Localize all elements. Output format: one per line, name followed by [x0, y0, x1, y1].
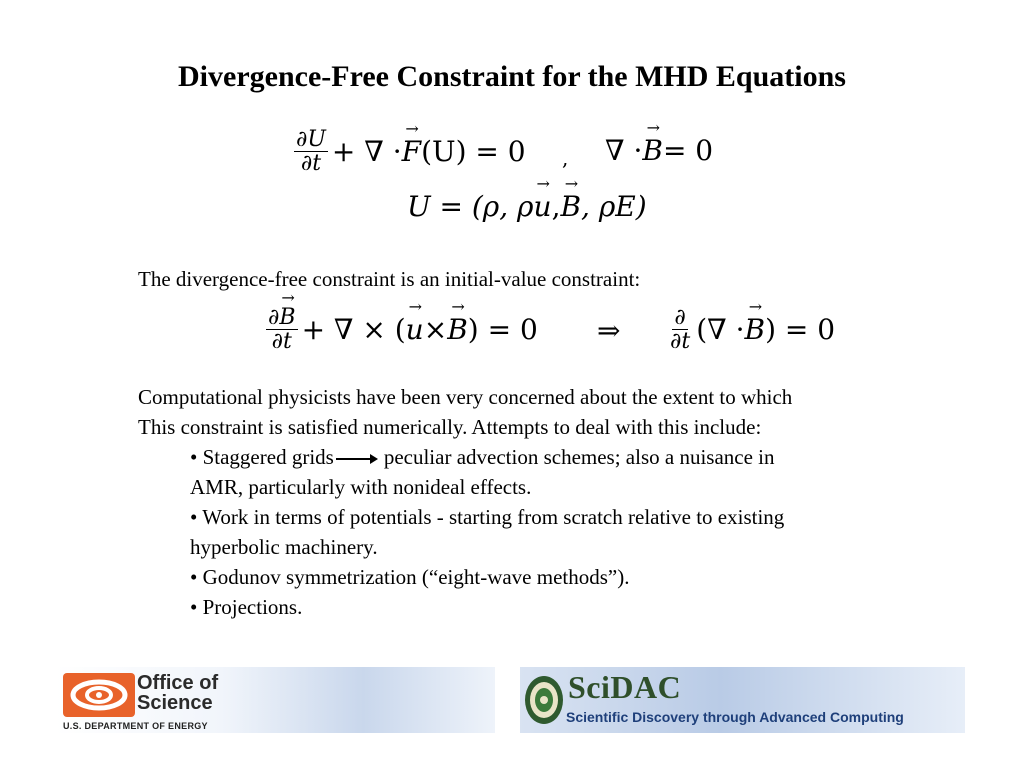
time-derivative-of-divergence: [664, 306, 835, 353]
fraction-numerator: [266, 306, 298, 330]
bullet-item: • Projections.: [190, 595, 303, 619]
office-line: Office of: [137, 672, 219, 694]
divergence-b-equation: [605, 134, 713, 167]
paragraph-line: Computational physicists have been very concerned about the extent to which: [138, 385, 793, 409]
induction-equation: [262, 306, 538, 353]
conservation-equation: [290, 128, 526, 175]
flux-argument: (U) = 0: [421, 135, 526, 169]
fraction-numerator: ∂: [674, 305, 686, 330]
magnetic-field-B: → B: [279, 306, 295, 329]
fraction-denominator: ∂t: [670, 329, 691, 355]
divergence-operator: ∇ ·: [605, 134, 643, 167]
magnetic-field-B: → B: [642, 134, 663, 167]
scidac-tagline: Scientific Discovery through Advanced Computing: [566, 709, 904, 725]
fraction-denominator: ∂t: [300, 151, 322, 177]
slide-title: Divergence-Free Constraint for the MHD Equations: [178, 60, 846, 93]
divergence-open: (∇ ·: [696, 313, 745, 347]
partial-symbol: ∂: [268, 305, 280, 330]
office-of-science-logo-icon: [63, 673, 135, 717]
bullet-continuation: AMR, particularly with nonideal effects.: [190, 475, 532, 499]
curl-operator: + ∇ × (: [301, 313, 406, 347]
office-of-science-wordmark: [137, 673, 218, 713]
d-dt-fraction: [668, 306, 692, 353]
doe-seal-icon: [524, 675, 564, 725]
plus-divergence: + ∇ ·: [331, 135, 402, 169]
fraction-denominator: ∂t: [271, 329, 292, 355]
velocity-vector-u: → u: [406, 313, 424, 346]
state-vector-lhs: U = (ρ, ρ: [407, 190, 534, 223]
bullet-item: [138, 442, 792, 472]
equals-zero: ) = 0: [765, 313, 836, 347]
magnetic-field-B: → B: [745, 313, 766, 346]
comma-text: ,: [562, 146, 569, 170]
equation-separator-comma: [562, 146, 568, 170]
fraction-numerator: ∂U: [296, 127, 326, 152]
db-dt-fraction: [266, 306, 298, 353]
velocity-vector-u: → u: [534, 190, 552, 223]
right-arrow-icon: [336, 458, 376, 460]
paragraph-line: This constraint is satisfied numerically. Attempts to deal with this include:: [138, 415, 762, 439]
bullet-text: peculiar advection schemes; also a nuisance in: [383, 445, 775, 469]
bullet-text: • Staggered grids: [190, 445, 334, 469]
state-comma: ,: [551, 190, 561, 223]
office-of-science-banner: [55, 667, 495, 733]
cross-symbol: ×: [423, 313, 448, 347]
bullet-continuation: hyperbolic machinery.: [190, 535, 378, 559]
magnetic-field-B: → B: [560, 190, 581, 223]
flux-vector-F: → F: [402, 135, 421, 168]
equals-zero: = 0: [662, 134, 714, 167]
body-paragraph: [138, 382, 792, 622]
doe-subtitle: U.S. DEPARTMENT OF ENERGY: [63, 721, 208, 731]
state-vector-equation: [407, 190, 647, 223]
science-line: Science: [137, 692, 213, 714]
du-dt-fraction: [294, 128, 328, 175]
implies-symbol: ⇒: [597, 314, 621, 347]
state-vector-rest: , ρE): [581, 190, 647, 223]
scidac-banner: [520, 667, 965, 733]
equals-zero: ) = 0: [467, 313, 538, 347]
bullet-item: • Work in terms of potentials - starting from scratch relative to existing: [190, 505, 785, 529]
bullet-item: • Godunov symmetrization (“eight-wave methods”).: [190, 565, 630, 589]
magnetic-field-B: → B: [447, 313, 468, 346]
intro-text: The divergence-free constraint is an initial-value constraint:: [138, 267, 641, 291]
scidac-wordmark: SciDAC: [568, 669, 682, 705]
